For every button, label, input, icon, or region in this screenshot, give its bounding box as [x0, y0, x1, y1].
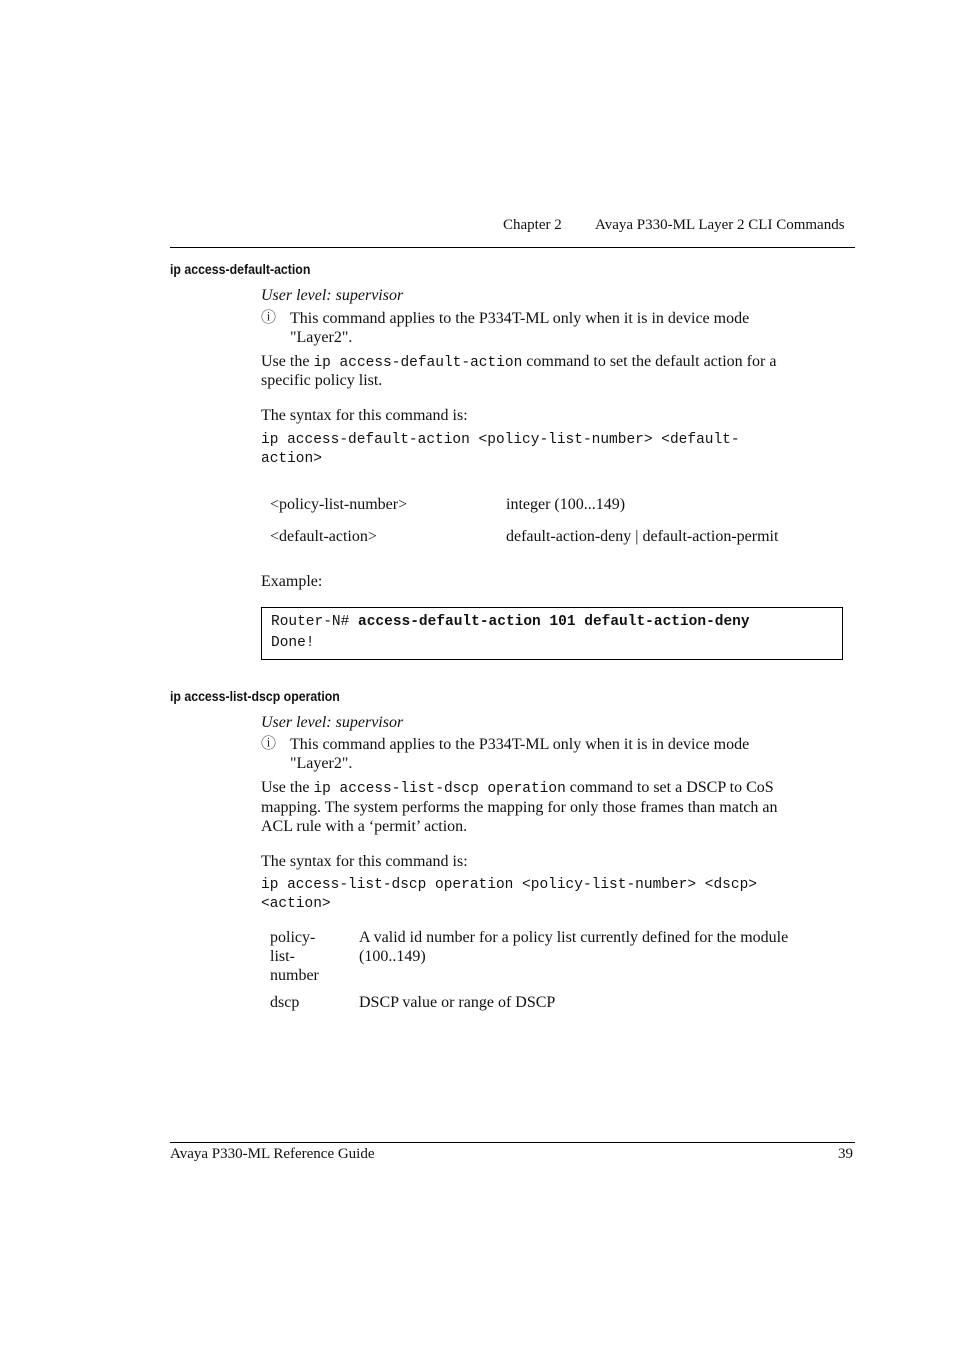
param-value: DSCP value or range of DSCP	[359, 994, 556, 1011]
param-value: (100..149)	[359, 948, 426, 965]
description	[261, 778, 774, 799]
description-text: Use the	[261, 353, 314, 370]
header-chapter: Chapter 2	[503, 217, 562, 233]
code-prompt: Router-N#	[271, 614, 359, 630]
param-name: dscp	[270, 994, 300, 1011]
header-rule	[170, 247, 855, 248]
footer-title: Avaya P330-ML Reference Guide	[170, 1146, 375, 1162]
syntax-intro: The syntax for this command is:	[261, 407, 468, 424]
description-cont: ACL rule with a ‘permit’ action.	[261, 818, 468, 835]
param-value: integer (100...149)	[506, 496, 626, 513]
section-heading: ip access-default-action	[170, 261, 311, 277]
description-text: command to set the default action for a	[522, 353, 777, 370]
syntax-line: action>	[261, 451, 322, 467]
param-name: policy-	[270, 929, 316, 946]
syntax-line: ip access-list-dscp operation <policy-list-number> <dscp>	[261, 877, 757, 893]
description-cont: specific policy list.	[261, 372, 383, 389]
syntax-line: <action>	[261, 896, 331, 912]
footer-rule	[170, 1142, 855, 1143]
description-text: Use the	[261, 779, 314, 796]
code-command: access-default-action 101 default-action-deny	[358, 614, 750, 630]
user-level: User level: supervisor	[261, 714, 404, 731]
description	[261, 352, 776, 373]
syntax-intro: The syntax for this command is:	[261, 853, 468, 870]
param-name: number	[270, 967, 319, 984]
note-text: This command applies to the P334T-ML only when it is in device mode "Layer2".	[290, 736, 750, 772]
info-icon: ⓘ	[261, 310, 277, 326]
param-name: <default-action>	[270, 528, 377, 545]
note-text: This command applies to the P334T-ML only when it is in device mode "Layer2".	[290, 310, 750, 346]
page-number: 39	[838, 1146, 853, 1162]
param-value: default-action-deny | default-action-permit	[506, 528, 779, 545]
example-code-box	[261, 607, 843, 660]
description-text: command to set a DSCP to CoS	[565, 779, 774, 796]
inline-command: ip access-default-action	[313, 355, 523, 371]
section-heading: ip access-list-dscp operation	[170, 688, 340, 704]
example-label: Example:	[261, 573, 323, 590]
syntax-line: ip access-default-action <policy-list-number> <default-	[261, 432, 740, 448]
param-name: <policy-list-number>	[270, 496, 408, 513]
example-command-line	[271, 613, 750, 632]
header-title: Avaya P330-ML Layer 2 CLI Commands	[595, 217, 845, 233]
example-output: Done!	[271, 635, 315, 651]
param-value: A valid id number for a policy list currently defined for the module	[359, 929, 789, 946]
user-level: User level: supervisor	[261, 287, 404, 304]
inline-command: ip access-list-dscp operation	[313, 781, 566, 797]
info-icon: ⓘ	[261, 736, 277, 752]
description-cont: mapping. The system performs the mapping for only those frames than match an	[261, 799, 778, 816]
param-name: list-	[270, 948, 295, 965]
